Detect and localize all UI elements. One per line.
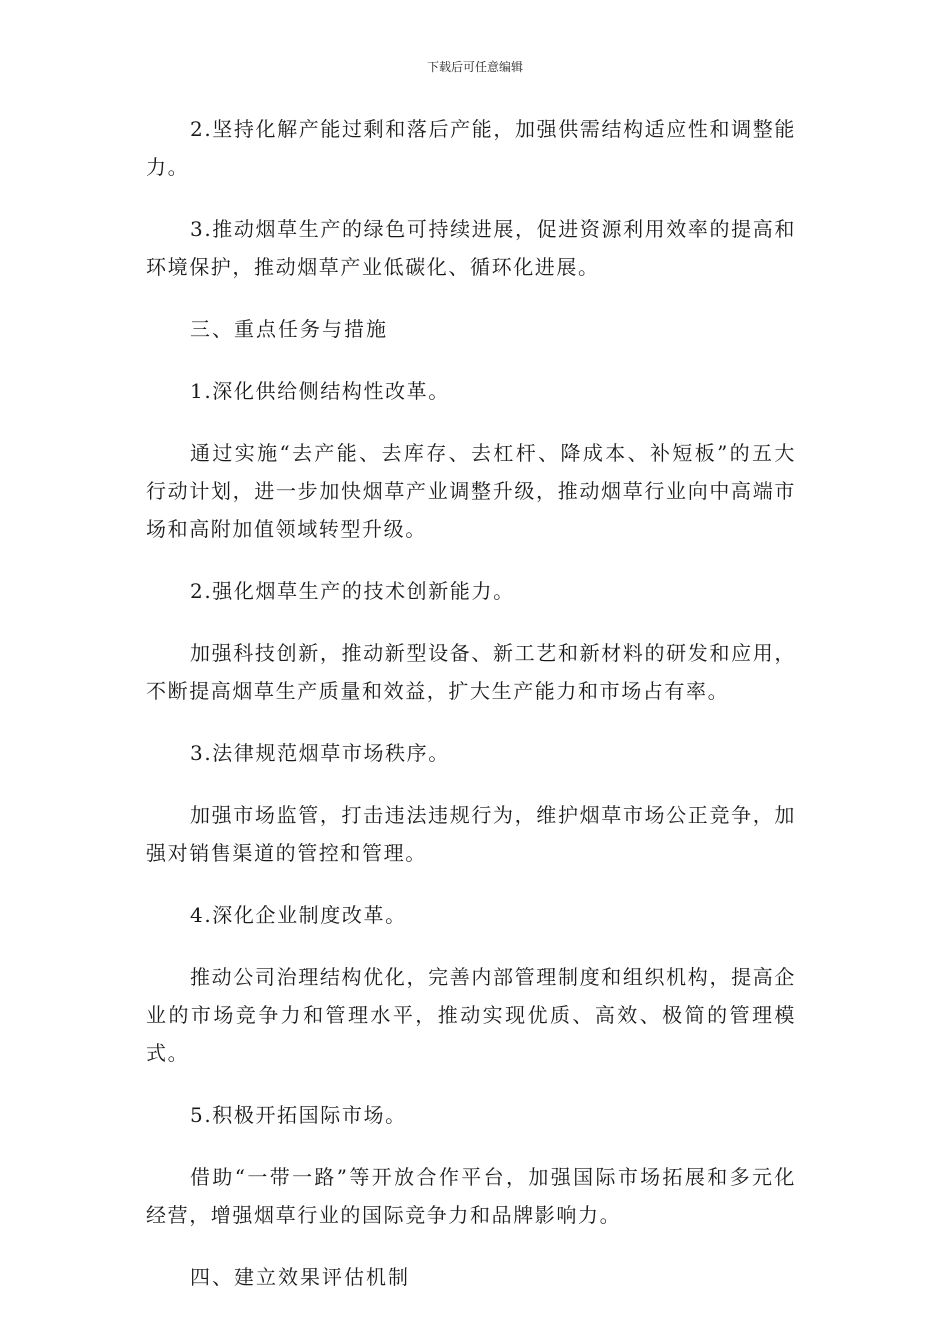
task-heading-5: 5.积极开拓国际市场。 — [190, 1103, 407, 1127]
task-body-2: 加强科技创新，推动新型设备、新工艺和新材料的研发和应用，不断提高烟草生产质量和效益，扩大生产能力和市场占有率。 — [146, 641, 796, 703]
task-body-3: 加强市场监管，打击违法违规行为，维护烟草市场公正竞争，加强对销售渠道的管控和管理。 — [146, 803, 796, 865]
paragraph-item-2: 2.坚持化解产能过剩和落后产能，加强供需结构适应性和调整能力。 — [146, 117, 796, 179]
task-heading-1: 1.深化供给侧结构性改革。 — [190, 379, 450, 403]
task-heading-3: 3.法律规范烟草市场秩序。 — [190, 741, 450, 765]
task-body-4: 推动公司治理结构优化，完善内部管理制度和组织机构，提高企业的市场竞争力和管理水平，推动实现优质、高效、极简的管理模式。 — [146, 965, 796, 1065]
section-heading-4: 四、建立效果评估机制 — [190, 1265, 410, 1289]
paragraph-item-3: 3.推动烟草生产的绿色可持续进展，促进资源利用效率的提高和环境保护，推动烟草产业低碳化、循环化进展。 — [146, 217, 796, 279]
task-heading-4: 4.深化企业制度改革。 — [190, 903, 407, 927]
header-note: 下载后可任意编辑 — [426, 60, 523, 74]
task-body-5: 借助“一带一路”等开放合作平台，加强国际市场拓展和多元化经营，增强烟草行业的国际竞争力和品牌影响力。 — [146, 1165, 796, 1227]
task-body-1: 通过实施“去产能、去库存、去杠杆、降成本、补短板”的五大行动计划，进一步加快烟草产业调整升级，推动烟草行业向中高端市场和高附加值领域转型升级。 — [146, 441, 796, 541]
task-heading-2: 2.强化烟草生产的技术创新能力。 — [190, 579, 515, 603]
document-body — [146, 110, 796, 1320]
section-heading-3: 三、重点任务与措施 — [190, 317, 388, 341]
